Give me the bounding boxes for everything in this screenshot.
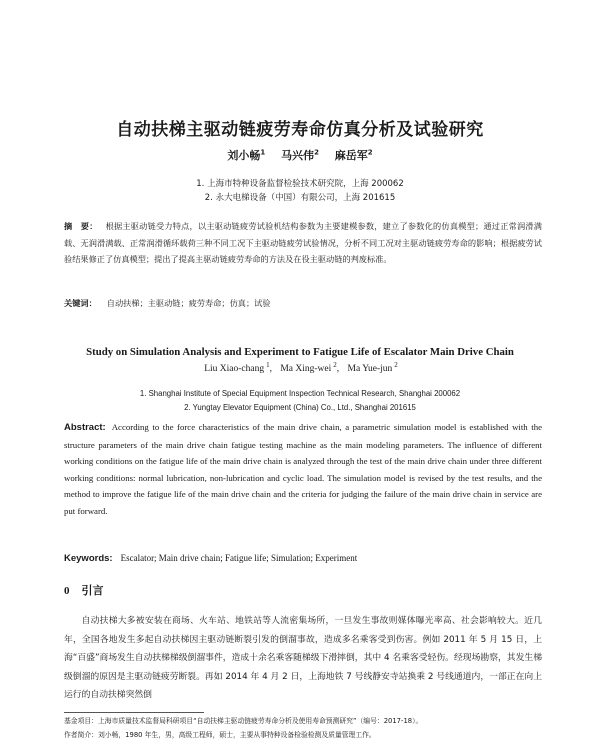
footnote-funding: 基金项目：上海市质量技术监督局科研项目“自动扶梯主驱动链疲劳寿命分析及使用寿命预测研究”（编号：2017-18）。 <box>64 717 423 725</box>
abstract-cn <box>64 218 542 268</box>
authors-en <box>0 361 600 374</box>
section-title: 引言 <box>81 584 104 597</box>
abstract-en-label: Abstract: <box>64 422 106 433</box>
title-en: Study on Simulation Analysis and Experiment to Fatigue Life of Escalator Main Drive Chain <box>86 346 514 358</box>
abstract-en-text: According to the force characteristics of the main drive chain, a parametric simulation model is established with the structure parameters of the main drive chain fatigue testing machine as the main modeling parameters. The influence of different working conditions on the fatigue life of the main drive chain is analyzed through the test of the main drive chain under three different working conditions: normal lubrication, non-lubrication and cyclic load. The simulation model is revised by the test results, and the method to improve the fatigue life of the main drive chain and the criteria for judging the failure of the main drive chain in service are put forward. <box>64 422 542 516</box>
author-en: Liu Xiao-chang $^1$, <box>204 361 272 375</box>
abstract-cn-text: 根据主驱动链受力特点，以主驱动链疲劳试验机结构参数为主要建模参数，建立了参数化的仿真模型；通过正常润滑满载、无润滑满载、正常润滑循环载荷三种不同工况下主驱动链疲劳试验情况，分析不同工况对主驱动链疲劳寿命的影响；根据疲劳试验结果修正了仿真模型；提出了提高主驱动链疲劳寿命的方法及在役主驱动链的判废标准。 <box>64 221 542 264</box>
keywords-en-label: Keywords: <box>64 553 113 564</box>
affiliation-en: 2. Yungtay Elevator Equipment (China) Co., Ltd., Shanghai 201615 <box>184 403 416 412</box>
affiliation-cn: 2. 永大电梯设备（中国）有限公司，上海 201615 <box>204 193 396 203</box>
author-en: Ma Xing-wei $^2$, <box>280 361 340 375</box>
author-en: Ma Yue-jun $^2$ <box>347 361 398 375</box>
keywords-en-text: Escalator; Main drive chain; Fatigue life; Simulation; Experiment <box>120 553 358 563</box>
body-paragraph: 自动扶梯大多被安装在商场、火车站、地铁站等人流密集场所，一旦发生事故则媒体曝光率高、社会影响较大。近几年，全国各地发生多起自动扶梯因主驱动链断裂引发的倒溜事故，造成多名乘客受到伤害。例如 2011 年 5 月 15 日，上海“百盛”商场发生自动扶梯梯级倒溜事件，造成十余名乘客随梯级下滑摔倒，其中 4 名乘客受轻伤。经现场勘察，其发生梯级倒溜的原因是主驱动链疲劳断裂。再如 2014 年 4 月 2 日，上海地铁 7 号线静安寺站换乘 2 号线通道内，一部正在向上运行的自动扶梯突然倒 <box>64 616 542 700</box>
author-cn: 马兴伟$^2$ <box>281 148 319 162</box>
footnote-author-bio: 作者简介：刘小畅，1980 年生，男，高级工程师，硕士，主要从事特种设备检验检测及质量管理工作。 <box>64 731 376 739</box>
keywords-cn-label: 关键词： <box>64 298 97 308</box>
keywords-cn <box>64 298 542 309</box>
abstract-cn-label: 摘 要： <box>64 221 98 231</box>
authors-cn <box>0 147 600 163</box>
title-cn: 自动扶梯主驱动链疲劳寿命仿真分析及试验研究 <box>116 120 484 140</box>
author-cn: 麻岳军$^2$ <box>334 148 373 162</box>
footnote-rule <box>64 712 204 713</box>
abstract-en <box>64 419 542 520</box>
keywords-cn-text: 自动扶梯；主驱动链；疲劳寿命；仿真；试验 <box>106 298 271 308</box>
keywords-en <box>64 553 542 564</box>
author-cn: 刘小畅$^1$ <box>227 148 266 162</box>
affiliation-cn: 1. 上海市特种设备监督检验技术研究院，上海 200062 <box>196 179 404 189</box>
section-number: 0 <box>64 585 70 597</box>
affiliation-en: 1. Shanghai Institute of Special Equipment Inspection Technical Research, Shanghai 200062 <box>139 389 461 398</box>
section-heading <box>64 582 104 598</box>
